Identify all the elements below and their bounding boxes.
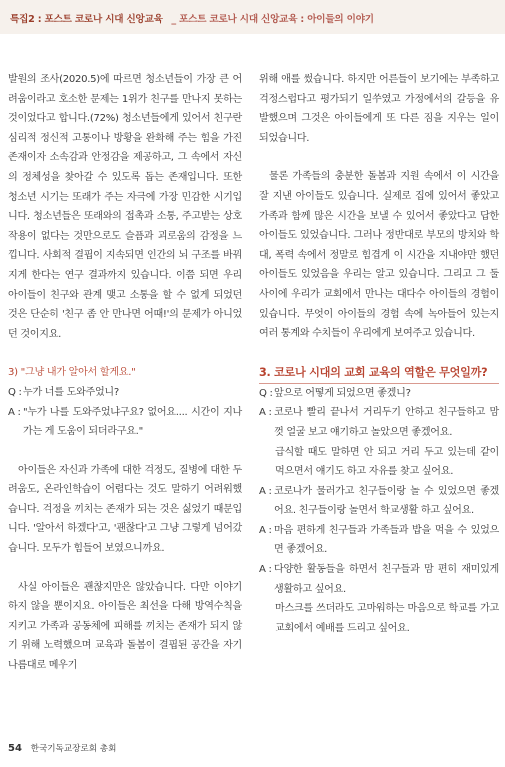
right-answer-3 <box>259 521 499 560</box>
answer-key: A : <box>8 406 21 418</box>
answer-continuation: 마스크를 쓰더라도 고마워하는 마음으로 학교를 가고 교회에서 예배를 드리고 싶어요. <box>275 603 499 634</box>
right-paragraph-2: 물론 가족들의 충분한 돌봄과 지원 속에서 이 시간을 잘 지낸 아이들도 있습니다. 실제로 집에 있어서 좋았고 가족과 함께 많은 시간을 보낼 수 있어서 좋았다고 답한 아이들도 있었습니다. 그러나 정반대로 부모의 방치와 학대, 폭력 속에서 정말로 힘겹게 이 시간을 지내야만 했던 아이들도 있었음을 우리는 알고 있습니다. 그리고 그 둘 사이에 우리가 교회에서 만나는 대다수 아이들의 경험이 있습니다. 무엇이 아이들의 경험 속에 녹아들어 있는지 여러 통계와 수치들이 우리에게 보여주고 있습니다. <box>259 171 499 340</box>
answer-continuation: 급식할 때도 말하면 안 되고 거리 두고 있는데 같이 먹으면서 얘기도 하고 자유를 찾고 싶어요. <box>275 446 499 478</box>
right-column <box>259 70 499 638</box>
publisher-name: 한국기독교장로회 총회 <box>30 744 117 754</box>
right-paragraph-1: 위해 애를 썼습니다. 하지만 어른들이 보기에는 부족하고 걱정스럽다고 평가되기 일쑤였고 가정에서의 갈등을 유발했으며 그것은 아이들에게 또 다른 짐을 지우는 일이 되었습니다. <box>259 74 499 144</box>
right-answer-1 <box>259 403 499 442</box>
left-answer <box>8 403 242 442</box>
header-text <box>10 11 374 25</box>
answer-text: 코로나 빨리 끝나서 거리두기 안하고 친구들하고 맘껏 얼굴 보고 얘기하고 놀았으면 좋겠어요. <box>274 407 499 438</box>
question-key: Q : <box>259 387 273 399</box>
header-section: 특집2 : 포스트 코로나 시대 신앙교육 <box>10 14 163 25</box>
left-section-title: 3) "그냥 내가 알아서 할게요." <box>8 367 136 379</box>
question-key: Q : <box>8 386 22 398</box>
page-footer <box>8 742 116 754</box>
left-paragraph-1: 발원의 조사(2020.5)에 따르면 청소년들이 가장 큰 어려움이라고 호소한 문제는 1위가 친구를 만나지 못하는 것이었다고 합니다.(72%) 청소년들에게 있어서 친구란 심리적 정신적 고통이나 방황을 완화해 주는 힘을 가진 존재이자 소속감과 안정감을 제공하고, 그 속에서 자신의 정체성을 찾아갈 수 있도록 돕는 존재입니다. 또한 청소년 시기는 또래가 주는 자극에 가장 민감한 시기입니다. 청소년들은 또래와의 접촉과 소통, 주고받는 상호작용이 없다는 것만으로도 슬픔과 괴로움의 감정을 느낍니다. 사회적 결핍이 지속되면 인간의 뇌 구조를 바꿔지게 한다는 연구 결과까지 있습니다. 이쯤 되면 우리 아이들이 친구와 관계 맺고 소통을 할 수 없게 되었던 것은 단순히 '친구 좀 안 만나면 어때!'의 문제가 아니었던 것이지요. <box>8 74 242 340</box>
answer-key: A : <box>259 485 272 497</box>
right-answer-2 <box>259 482 499 521</box>
answer-text: 마음 편하게 친구들과 가족들과 밥을 먹을 수 있었으면 좋겠어요. <box>274 524 499 556</box>
answer-text: "누가 나를 도와주었냐구요? 없어요.... 시간이 지나가는 게 도움이 되더라구요." <box>23 406 242 438</box>
answer-text: 다양한 활동들을 하면서 친구들과 맘 편히 재미있게 생활하고 싶어요. <box>274 564 499 595</box>
right-answer-4 <box>259 560 499 599</box>
answer-key: A : <box>259 524 272 536</box>
answer-key: A : <box>259 564 272 576</box>
answer-text: 코로나가 물러가고 친구들이랑 놀 수 있었으면 좋겠어요. 친구들이랑 놀면서 학교생활 하고 싶어요. <box>274 485 499 517</box>
question-text: 앞으로 어떻게 되었으면 좋겠니? <box>274 387 411 399</box>
question-text: 누가 너를 도와주었니? <box>23 386 119 398</box>
header-subtitle: _ 포스트 코로나 시대 신앙교육 : 아이들의 이야기 <box>171 14 374 25</box>
left-paragraph-3: 사실 아이들은 괜찮지만은 않았습니다. 다만 이야기하지 않을 뿐이지요. 아이들은 최선을 다해 방역수칙을 지키고 가족과 공동체에 피해를 끼치는 존재가 되지 않기 위해 노력했으며 교육과 돌봄이 결핍된 공간을 자기 나름대로 메우기 <box>8 581 242 672</box>
left-column <box>8 70 242 676</box>
right-question <box>259 384 499 404</box>
page-header <box>0 0 505 34</box>
page-number: 54 <box>8 743 22 754</box>
answer-key: A : <box>259 407 272 419</box>
left-question <box>8 383 242 403</box>
right-section-title: 3. 코로나 시대의 교회 교육의 역할은 무엇일까? <box>259 363 499 384</box>
left-paragraph-2: 아이들은 자신과 가족에 대한 걱정도, 질병에 대한 두려움도, 온라인학습이 어렵다는 것도 말하기 어려워했습니다. 걱정을 끼치는 존재가 되는 것은 싫었기 때문입니다. '알아서 하겠다'고, '괜찮다'고 그냥 그렇게 넘어갔습니다. 모두가 힘들어 보였으니까요. <box>8 464 242 555</box>
